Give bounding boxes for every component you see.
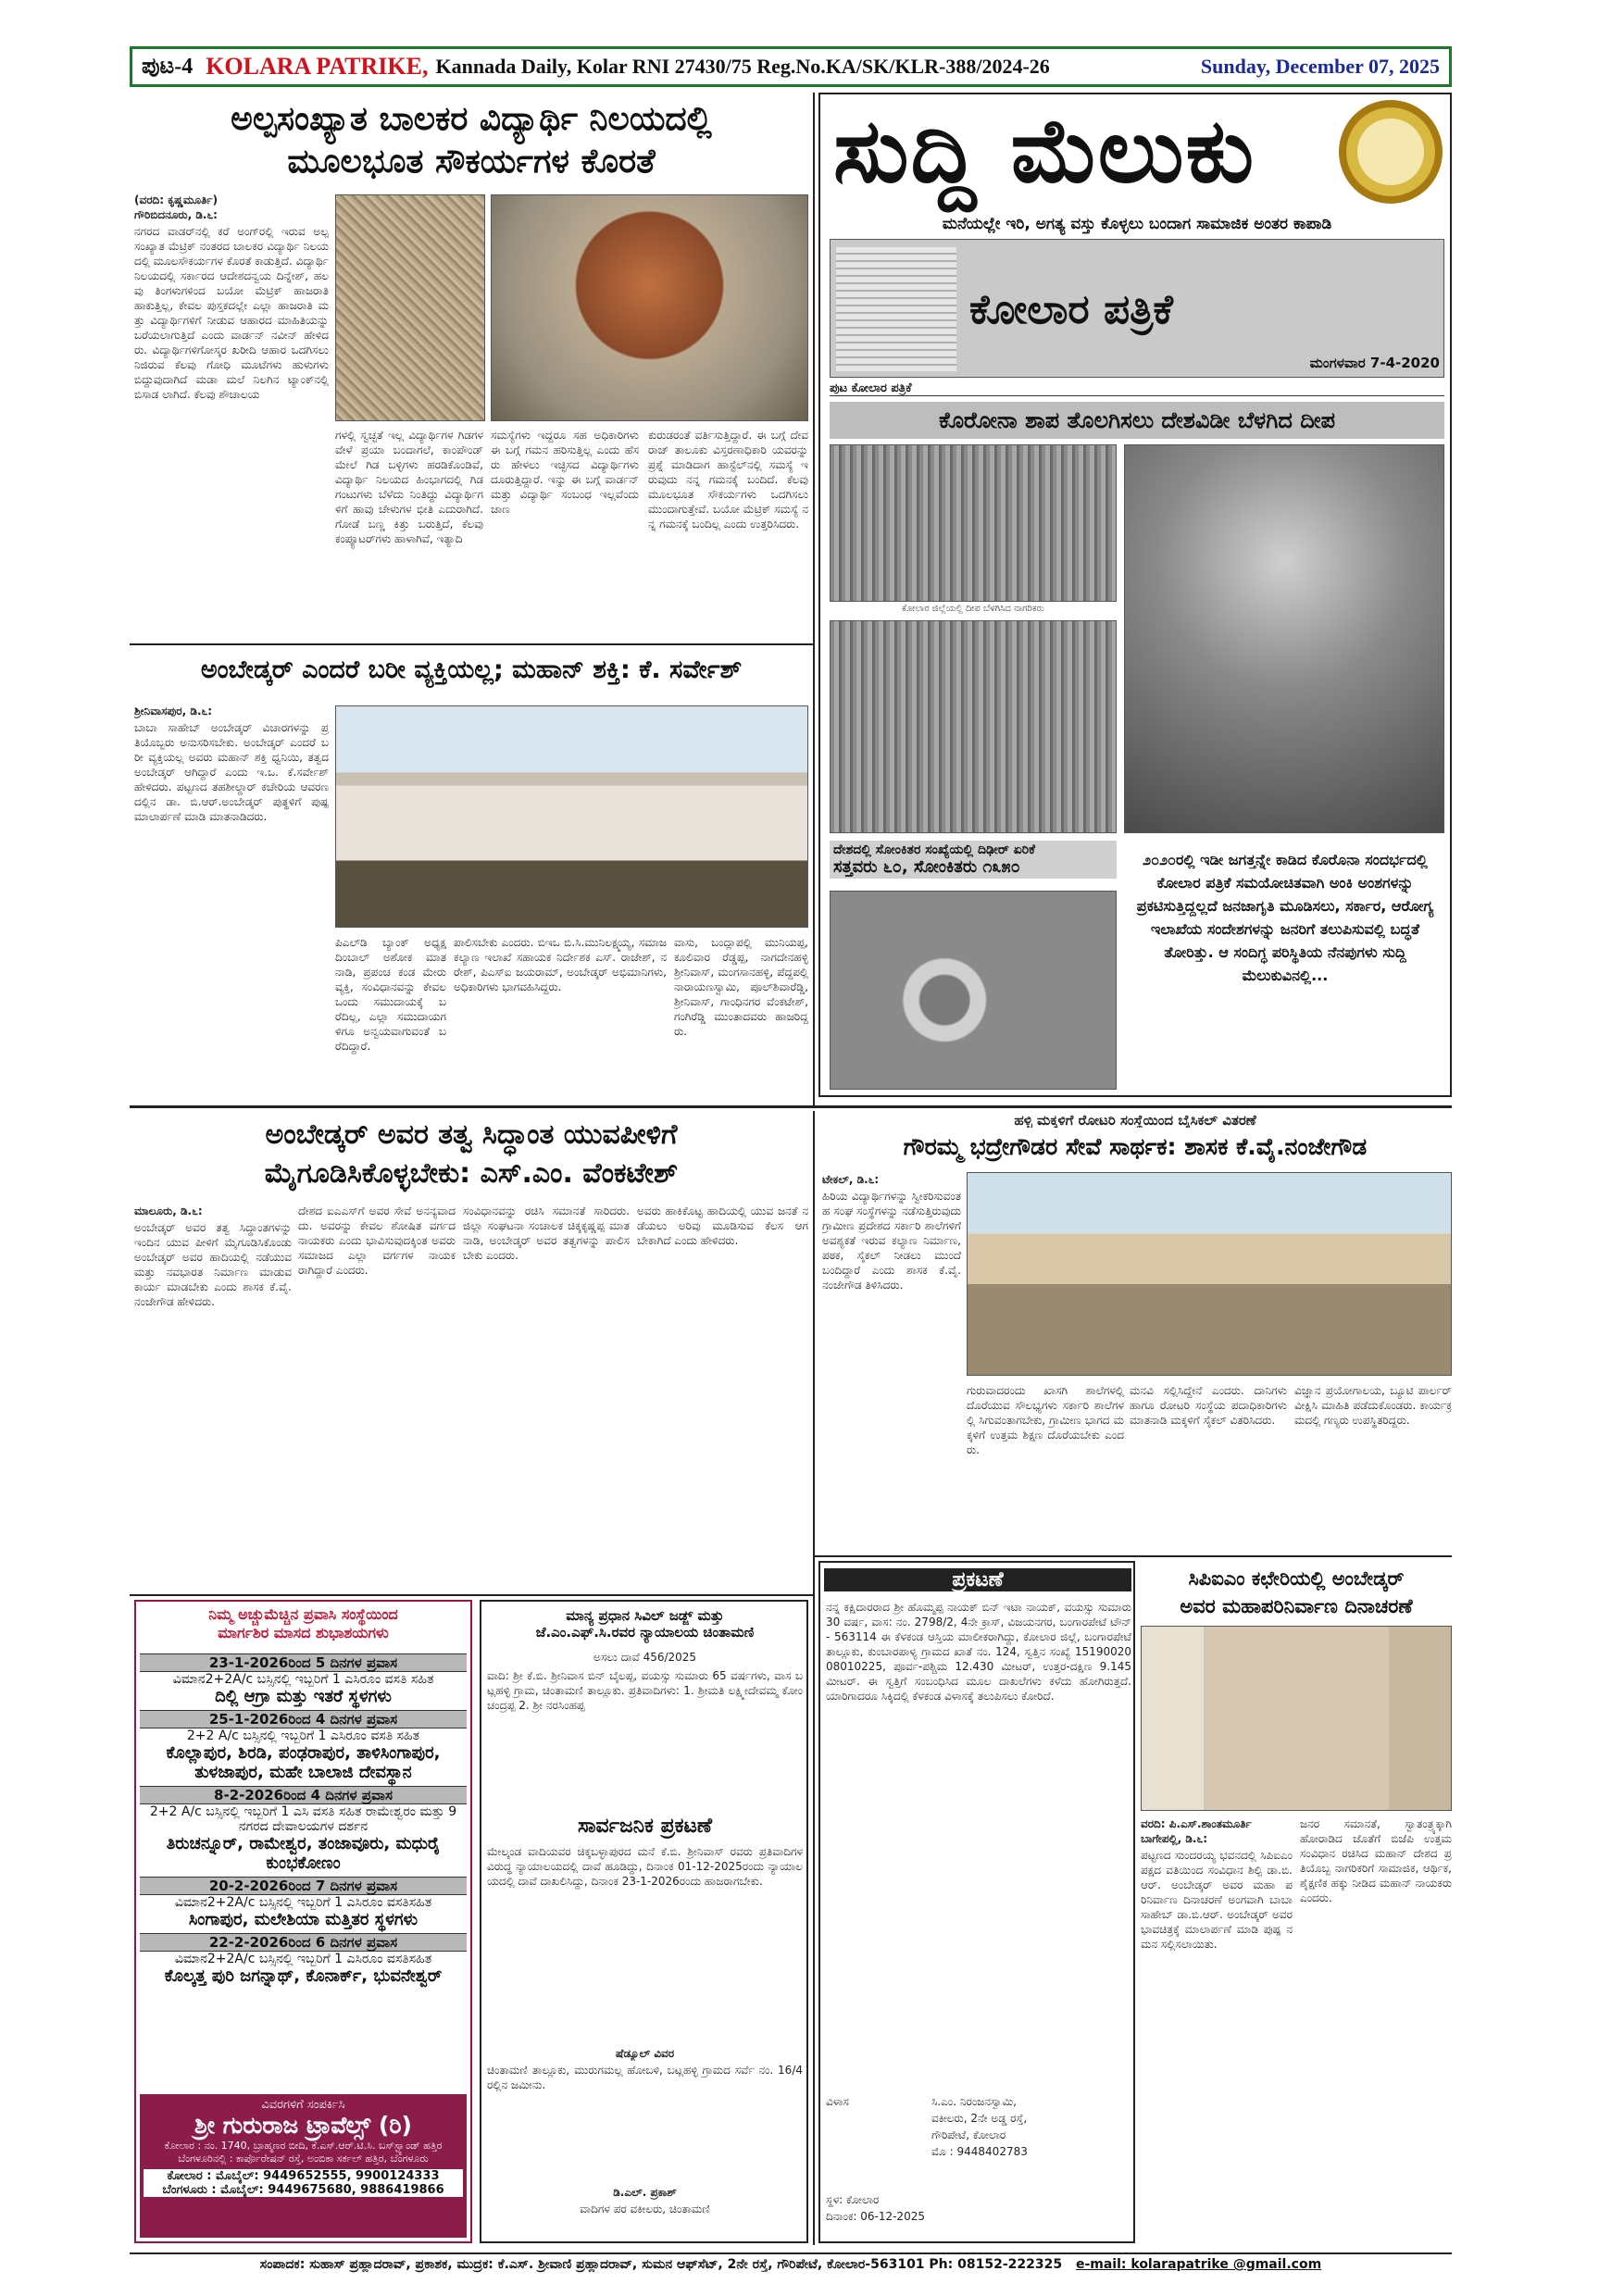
travel-ad bbox=[134, 1600, 472, 2243]
headline-line: ಮೈಗೂಡಿಸಿಕೊಳ್ಳಬೇಕು: ಎಸ್.ಎಂ. ವೆಂಕಟೇಶ್ bbox=[264, 1157, 679, 1190]
trip-date: 22-2-2026ರಿಂದ 6 ದಿನಗಳ ಪ್ರವಾಸ bbox=[140, 1933, 467, 1952]
story1-dateline: ಗೌರಿಬಿದನೂರು, ಡಿ.೬: bbox=[134, 208, 218, 221]
story5-col2: ಜನರ ಸಮಾನತೆ, ಸ್ವಾತಂತ್ರ್ಯಕ್ಕಾಗಿ ಹೋರಾಡಿದ ಜೊತೆಗೆ ಬಿಜೆಪಿ ಉತ್ತಮ ಸಂವಿಧಾನ ರಚಿಸಿದ ಮಹಾನ್ ದೇಶದ ಪ್ರತಿಯೊಬ್ಬ ನಾಗರಿಕರಿಗೆ ಸಾಮಾಜಿಕ, ಆರ್ಥಿಕ, ಶೈಕ್ಷಣಿಕ ಹಕ್ಕು ನೀಡಿದ ಮಹಾನ್ ನಾಯಕರು ಎಂದರು. bbox=[1300, 1817, 1452, 1904]
old-paper-ad-block bbox=[836, 247, 956, 371]
lawyer-phone: ಮೊ : 9448402783 bbox=[931, 2145, 1028, 2158]
old-paper-name: ಕೋಲಾರ ಪತ್ರಿಕೆ bbox=[969, 286, 1173, 333]
prakatane-notice bbox=[818, 1561, 1135, 2243]
prakatane-title: ಪ್ರಕಟಣೆ bbox=[824, 1568, 1131, 1591]
story2-col1: ಬಾಬಾ ಸಾಹೇಬ್ ಅಂಬೇಡ್ಕರ್ ವಿಚಾರಗಳನ್ನು ಪ್ರತಿಯೊಬ್ಬರು ಅನುಸರಿಸಬೇಕು. ಅಂಬೇಡ್ಕರ್ ಎಂದರೆ ಬರೀ ವ್ಯಕ್ತಿಯಲ್ಲ ಅವರು ಮಹಾನ್ ಶಕ್ತಿ ಧ್ವನಿಯಿ, ತತ್ವದ ಅಂಬೇಡ್ಕರ್ ಆಗಿದ್ದಾರೆ ಎಂದು ಇ.ಒ. ಕೆ.ಸರ್ವೇಶ್ ಹೇಳಿದರು. ಪಟ್ಟಣದ ತಹಶೀಲ್ದಾರ್ ಕಚೇರಿಯ ಆವರಣದಲ್ಲಿನ ಡಾ. ಬಿ.ಆರ್.ಅಂಬೇಡ್ಕರ್ ಪುತ್ಥಳಿಗೆ ಪುಷ್ಪ ಮಾಲಾರ್ಪಣೆ ಮಾಡಿ ಮಾತನಾಡಿದರು. bbox=[134, 721, 329, 823]
story3-col1: ಅಂಬೇಡ್ಕರ್ ಅವರ ತತ್ವ ಸಿದ್ಧಾಂತಗಳನ್ನು ಇಂದಿನ ಯುವ ಪೀಳಿಗೆ ಮೈಗೂಡಿಸಿಕೊಂಡು ಅಂಬೇಡ್ಕರ್ ಅವರ ಹಾದಿಯಲ್ಲಿ ನಡೆಯುವ ಮತ್ತು ನವಭಾರತ ನಿರ್ಮಾಣ ಮಾಡುವ ಕಾರ್ಯ ಮಾಡಬೇಕು ಎಂದು ಶಾಸಕ ಕೆ.ವೈ.ನಂಜೇಗೌಡ ಹೇಳಿದರು. bbox=[134, 1221, 292, 1308]
story1-col4: ಕುರುಡರಂತೆ ವರ್ತಿಸುತ್ತಿದ್ದಾರೆ. ಈ ಬಗ್ಗೆ ದೇವರಾಜ್ ತಾಲೂಕು ವಿಸ್ತರಣಾಧಿಕಾರಿ ಯವರನ್ನು ಪ್ರಶ್ನೆ ಮಾಡಿದಾಗ ಹಾಸ್ಟೆಲ್‌ನಲ್ಲಿ ಸಮಸ್ಯೆ ಇರುವುದು ನನ್ನ ಗಮನಕ್ಕೆ ಬಂದಿದೆ. ಕೆಲವು ಮೂಲಭೂತ ಸೌಕರ್ಯಗಳು ಒದಗಿಸಲು ಮುಂದಾಗುತ್ತೇವೆ. ಬಯೋ ಮೆಟ್ರಿಕ್ ಸಮಸ್ಯೆ ನನ್ನ ಗಮನಕ್ಕೆ ಬಂದಿಲ್ಲ ಎಂದು ಉತ್ತರಿಸಿದರು. bbox=[648, 429, 808, 530]
old-headline: ಕೊರೋನಾ ಶಾಪ ತೊಲಗಿಸಲು ದೇಶವಿಡೀ ಬೆಳಗಿದ ದೀಪ bbox=[830, 402, 1444, 439]
old-lamp-photo-2 bbox=[1124, 444, 1444, 833]
public-notice-title: ಸಾರ್ವಜನಿಕ ಪ್ರಕಟಣೆ bbox=[578, 1815, 712, 1838]
court-name-line: ಜೆ.ಎಂ.ಎಫ್.ಸಿ.ರವರ ನ್ಯಾಯಾಲಯ ಚಿಂತಾಮಣಿ bbox=[535, 1624, 755, 1641]
hostel-wheat-photo bbox=[491, 194, 808, 421]
story2-headline: ಅಂಬೇಡ್ಕರ್ ಎಂದರೆ ಬರೀ ವ್ಯಕ್ತಿಯಲ್ಲ; ಮಹಾನ್ ಶಕ್ತಿ: ಕೆ. ಸರ್ವೇಶ್ bbox=[200, 655, 743, 684]
address-label: ವಿಳಾಸ bbox=[826, 2095, 849, 2108]
story1-col2: ಗಳಲ್ಲಿ ಸ್ವಚ್ಛತೆ ಇಲ್ಲ ವಿದ್ಯಾರ್ಥಿಗಳ ಗಿಡಗಳ ವೇಳೆ ಪ್ರಯಾ ಬಂದಾಗಲೆ, ಕಾಂಪೌಂಡ್ ಮೇಲೆ ಗಿಡ ಬಳ್ಳಿಗಳು ಹರಡಿಕೊಂಡಿವೆ, ವಿದ್ಯಾರ್ಥಿ ನಿಲಯದ ಹಿಂಭಾಗದಲ್ಲಿ ಗಿಡ ಗಂಟುಗಳು ಬೆಳೆದು ನಿಂತಿದ್ದು ವಿದ್ಯಾರ್ಥಿಗಳಿಗೆ ಹಾವು ಚೇಳುಗಳ ಭೀತಿ ಎದುರಾಗಿದೆ. ಗೋಡೆ ಬಣ್ಣ ಕಿತ್ತು ಬರುತ್ತಿದೆ, ಕೆಲವು ಕಂಪ್ಯೂಟರ್‌ಗಳು ಹಾಳಾಗಿವೆ, ಇತ್ಯಾದಿ bbox=[335, 429, 483, 545]
story4-col4: ವಿಜ್ಞಾನ ಪ್ರಯೋಗಾಲಯ, ಬ್ಯೂಟಿ ಪಾರ್ಲರ್ ವೀಕ್ಷಿಸಿ ಮಾಹಿತಿ ಪಡೆದುಕೊಂಡರು. ಕಾರ್ಯಕ್ರಮದಲ್ಲಿ ಗಣ್ಯರು ಉಪಸ್ಥಿತರಿದ್ದರು. bbox=[1294, 1384, 1452, 1427]
old-sub-headline bbox=[830, 841, 1117, 879]
story5-dateline: ಬಾಗೇಪಲ್ಲಿ, ಡಿ.೬: bbox=[1141, 1832, 1207, 1845]
story4-col3: ಮನವಿ ಸಲ್ಲಿಸಿದ್ದೇನೆ ಎಂದರು. ದಾನಿಗಳು ಹಾಗೂ ರೋಟರಿ ಸಂಸ್ಥೆಯ ಪದಾಧಿಕಾರಿಗಳು ಮಾತನಾಡಿ ಮಕ್ಕಳಿಗೆ ಸೈಕಲ್ ವಿತರಿಸಿದರು. bbox=[1130, 1384, 1287, 1427]
footer bbox=[130, 2252, 1452, 2272]
paper-name: KOLARA PATRIKE, bbox=[206, 53, 429, 80]
ad-company-name: ಶ್ರೀ ಗುರುರಾಜ ಟ್ರಾವೆಲ್ಸ್ (ರಿ) bbox=[194, 2112, 412, 2139]
sudd-tagline: ಮನೆಯಲ್ಲೇ ಇರಿ, ಅಗತ್ಯ ವಸ್ತು ಕೊಳ್ಳಲು ಬಂದಾಗ ಸಾಮಾಜಿಕ ಅಂತರ ಕಾಪಾಡಿ bbox=[942, 215, 1332, 233]
trip-bus: ವಿಮಾನ2+2A/c ಬಸ್ಸಿನಲ್ಲಿ ಇಬ್ಬರಿಗೆ 1 ಎಸಿರೂಂ ವಸತಿಸಹಿತ bbox=[174, 1952, 432, 1966]
lawyer-address2: ಗೌರಿಪೇಟೆ, ಕೋಲಾರ bbox=[931, 2128, 1006, 2141]
hostel-floor-photo bbox=[335, 194, 485, 421]
old-sub-headline-line: ದೇಶದಲ್ಲಿ ಸೋಂಕಿತರ ಸಂಖ್ಯೆಯಲ್ಲಿ ದಿಢೀರ್ ಏರಿಕೆ bbox=[833, 842, 1035, 857]
footer-email: e-mail: kolarapatrike @gmail.com bbox=[1075, 2257, 1322, 2272]
ad-contact-label: ವಿವರಗಳಿಗೆ ಸಂಪರ್ಕಿಸಿ bbox=[261, 2098, 345, 2112]
court-notice bbox=[480, 1600, 808, 2243]
trip-destination: ಕೊಲ್ಕತ್ತ ಪುರಿ ಜಗನ್ನಾಥ್, ಕೊನಾರ್ಕ್, ಭುವನೇಶ್ವರ್ bbox=[164, 1966, 443, 1986]
case-number: ಅಸಲು ದಾವೆ 456/2025 bbox=[593, 1651, 697, 1664]
story3-col3: ಸಂವಿಧಾನವನ್ನು ರಚಿಸಿ ಸಮಾನತೆ ಸಾರಿದರು. ಜಿಲ್ಲಾ ಸಂಘಟನಾ ಸಂಚಾಲಕ ಚಿಕ್ಕಕೃಷ್ಣಪ್ಪ ಮಾತನಾಡಿ, ಅಂಬೇಡ್ಕರ್ ಅವರ ತತ್ವಗಳನ್ನು ಪಾಲಿಸಬೇಕು ಎಂದರು. bbox=[463, 1204, 630, 1262]
trip-destination: ಕೊಲ್ಲಾಪುರ, ಶಿರಡಿ, ಪಂಢರಾಪುರ, ತಾಳಿಸಿಂಗಾಪುರ, ತುಳಜಾಪುರ, ಮಹೇ ಬಾಲಾಜಿ ದೇವಸ್ಥಾನ bbox=[166, 1743, 441, 1782]
trip-date: 8-2-2026ರಿಂದ 4 ದಿನಗಳ ಪ್ರವಾಸ bbox=[140, 1786, 467, 1804]
story3-col4: ಅವರು ಹಾಕಿಕೊಟ್ಟ ಹಾದಿಯಲ್ಲಿ ಯುವ ಜನತೆ ನಡೆಯಲು ಅರಿವು ಮೂಡಿಸುವ ಕೆಲಸ ಆಗಬೇಕಾಗಿದೆ ಎಂದು ಹೇಳಿದರು. bbox=[637, 1204, 808, 1247]
trip-date: 20-2-2026ರಿಂದ 7 ದಿನಗಳ ಪ್ರವಾಸ bbox=[140, 1877, 467, 1895]
ad-blr-address: ಬೆಂಗಳೂರಿನಲ್ಲಿ : ಕಾರ್ಪೊರೇಷನ್ ರಸ್ತೆ, ಅಂಬಿಕಾ ಸರ್ಕಲ್ ಹತ್ತಿರ, ಬೆಂಗಳೂರು bbox=[178, 2152, 429, 2165]
old-sub-headline-line: ಸತ್ತವರು ೬೦, ಸೋಂಕಿತರು ೧೩೫೦ bbox=[833, 857, 1020, 877]
notice-date: ದಿನಾಂಕ: 06-12-2025 bbox=[826, 2210, 925, 2223]
story4-kicker: ಹಳ್ಳಿ ಮಕ್ಕಳಿಗೆ ರೋಟರಿ ಸಂಸ್ಥೆಯಿಂದ ಬೈಸಿಕಲ್ ವಿತರಣೆ bbox=[1014, 1113, 1256, 1128]
story5-col1: ಪಟ್ಟಣದ ಸುಂದರಯ್ಯ ಭವನದಲ್ಲಿ ಸಿಪಿಐಎಂ ಪಕ್ಷದ ವತಿಯಿಂದ ಸಂವಿಧಾನ ಶಿಲ್ಪಿ ಡಾ.ಬಿ.ಆರ್. ಅಂಬೇಡ್ಕರ್ ಅವರ ಮಹಾ ಪರಿನಿರ್ವಾಣ ದಿನಾಚರಣೆ ಅಂಗವಾಗಿ ಬಾಬಾ ಸಾಹೇಬ್ ಡಾ.ಬಿ.ಆರ್. ಅಂಬೇಡ್ಕರ್ ಅವರ ಭಾವಚಿತ್ರಕ್ಕೆ ಮಾಲಾರ್ಪಣೆ ಮಾಡಿ ಪುಷ್ಪ ನಮನ ಸಲ್ಲಿಸಲಾಯಿತು. bbox=[1141, 1849, 1293, 1951]
story5-headline bbox=[1141, 1565, 1452, 1620]
story3-col2: ದೇಶದ ಐಎಎಸ್‌ಗೆ ಅವರ ಸೇವೆ ಅನನ್ಯವಾದದು. ಅವರನ್ನು ಕೇವಲ ಶೋಷಿತ ವರ್ಗದ ನಾಯಕರು ಎಂದು ಭಾವಿಸುವುದಕ್ಕಿಂತ ಅವರು ಸಮಾಜದ ಎಲ್ಲಾ ವರ್ಗಗಳ ನಾಯಕರಾಗಿದ್ದಾರೆ ಎಂದರು. bbox=[298, 1204, 456, 1277]
section-divider bbox=[130, 643, 813, 645]
story2-dateline: ಶ್ರೀನಿವಾಸಪುರ, ಡಿ.೬: bbox=[134, 705, 213, 718]
old-deity-photo bbox=[830, 620, 1117, 833]
trip-item bbox=[140, 1877, 467, 1929]
advocate-role: ವಾದಿಗಳ ಪರ ವಕೀಲರು, ಚಿಂತಾಮಣಿ bbox=[580, 2202, 710, 2215]
trip-date: 23-1-2026ರಿಂದ 5 ದಿನಗಳ ಪ್ರವಾಸ bbox=[140, 1653, 467, 1672]
story4-col2: ಗುರುವಾದರಂದು ಖಾಸಗಿ ಶಾಲೆಗಳಲ್ಲಿ ದೊರೆಯುವ ಸೌಲಭ್ಯಗಳು ಸರ್ಕಾರಿ ಶಾಲೆಗಳಲ್ಲಿ ಸಿಗುವಂತಾಗಬೇಕು, ಗ್ರಾಮೀಣ ಭಾಗದ ಮಕ್ಕಳಿಗೆ ಉತ್ತಮ ಶಿಕ್ಷಣ ದೊರೆಯಬೇಕು ಎಂದರು. bbox=[967, 1384, 1124, 1456]
trip-item bbox=[140, 1710, 467, 1782]
story4-col1: ಹಿರಿಯ ವಿದ್ಯಾರ್ಥಿಗಳನ್ನು ಸ್ವೀಕರಿಸುವಂತಹ ಸಂಘ ಸಂಸ್ಥೆಗಳನ್ನು ನಡೆಸುತ್ತಿರುವುದು ಗ್ರಾಮೀಣ ಪ್ರದೇಶದ ಸರ್ಕಾರಿ ಶಾಲೆಗಳಿಗೆ ಅವಶ್ಯಕತೆ ಇರುವ ಕಲ್ಯಾಣ ನಿರ್ಮಾಣ, ಪಠಕ, ಸೈಕಲ್ ನೀಡಲು ಮುಂದೆ ಬಂದಿದ್ದಾರೆ ಎಂದು ಶಾಸಕ ಕೆ.ವೈ.ನಂಜೇಗೌಡ ತಿಳಿಸಿದರು. bbox=[822, 1190, 961, 1292]
column-divider bbox=[813, 93, 815, 1106]
story1-col1: ನಗರದ ವಾಡರ್‌ನಲ್ಲಿ ಕರೆ ಅಂಗ್‌ರಲ್ಲಿ ಇರುವ ಅಲ್ಪಸಂಖ್ಯಾತ ಮೆಟ್ರಿಕ್ ನಂತರದ ಬಾಲಕರ ವಿದ್ಯಾರ್ಥಿ ನಿಲಯದಲ್ಲಿ ಮೂಲಸೌಕರ್ಯಗಳ ಕೊರತೆ ಕಾಡುತ್ತಿದೆ. ವಿದ್ಯಾರ್ಥಿ ನಿಲಯದಲ್ಲಿ ಸರ್ಕಾರದ ಆದೇಶದನ್ವಯ ದಿನ್ನೇಶ್, ಹಲವು ತಿಂಗಳುಗಳಿಂದ ಬಯೋ ಮೆಟ್ರಿಕ್ ಹಾಜರಾತಿ ಹಾಕುತ್ತಿಲ್ಲ, ಕೇವಲ ಪುಸ್ತಕದಲ್ಲೇ ಎಲ್ಲಾ ಹಾಜರಾತಿ ಮತ್ತು ವಿದ್ಯಾರ್ಥಿಗಳಿಗೆ ನೀಡುವ ಆಹಾರದ ಮಾಹಿತಿಯನ್ನು ಬರೆಯಲಾಗುತ್ತಿದೆ ಎಂದು ವಾರ್ಡನ್ ನವೀನ್ ಹೇಳಿದರು. ವಿದ್ಯಾರ್ಥಿಗಳಿಗೋಸ್ಕರ ಖರೀದಿ ಆಹಾರ ಒದಗಿಸಲು ನಿಜಿರುವ ಕೆಲವು ಗೋಧಿ ಮೂಟೆಗಳು ಹುಳುಗಳು ಬಿದ್ದುವುದಾಗಿದೆ ಮಡಾ ಮಲೆ ನಿಲಗಿನ ಟ್ಯಾಂಕ್‌ನಲ್ಲಿ ಬಿಸಾಡ ಲಾಗಿದೆ. ಕೆಲವು ಶೌಚಾಲಯ bbox=[134, 225, 329, 401]
lawyer-name: ಸಿ.ಎಂ. ನಿರಂಜನಸ್ವಾಮಿ, bbox=[931, 2095, 1017, 2108]
old-paper-masthead bbox=[830, 239, 1444, 378]
trip-destination: ಸಿಂಗಾಪುರ, ಮಲೇಶಿಯಾ ಮತ್ತಿತರ ಸ್ಥಳಗಳು bbox=[188, 1910, 418, 1929]
story4-dateline: ಟೇಕಲ್, ಡಿ.೬: bbox=[822, 1173, 880, 1186]
trip-bus: 2+2 A/c ಬಸ್ಸಿನಲ್ಲಿ ಇಬ್ಬರಿಗೆ 1 ಎಸಿರೂಂ ವಸತಿ ಸಹಿತ bbox=[186, 1728, 420, 1743]
headline-line: ಸಿಪಿಐಎಂ ಕಛೇರಿಯಲ್ಲಿ ಅಂಬೇಡ್ಕರ್ bbox=[1188, 1567, 1405, 1590]
cpim-office-photo bbox=[1141, 1626, 1452, 1811]
trip-item bbox=[140, 1653, 467, 1706]
bicycle-distribution-photo bbox=[967, 1172, 1452, 1376]
column-divider bbox=[813, 1111, 815, 2245]
notice-place: ಸ್ಥಳ: ಕೋಲಾರ bbox=[826, 2193, 880, 2206]
headline-line: ಮೂಲಭೂತ ಸೌಕರ್ಯಗಳ ಕೊರತೆ bbox=[287, 143, 656, 181]
ad-title-line: ನಿಮ್ಮ ಅಚ್ಚುಮೆಚ್ಚಿನ ಪ್ರವಾಸಿ ಸಂಸ್ಥೆಯಿಂದ bbox=[208, 1605, 398, 1623]
lawyer-address1: ವಕೀಲರು, 2ನೇ ಅಡ್ಡ ರಸ್ತೆ, bbox=[931, 2112, 1028, 2125]
sudd-note: ೨೦೨೦ರಲ್ಲಿ ಇಡೀ ಜಗತ್ತನ್ನೇ ಕಾಡಿದ ಕೊರೊನಾ ಸಂದರ್ಭದಲ್ಲಿ ಕೋಲಾರ ಪತ್ರಿಕೆ ಸಮಯೋಚಿತವಾಗಿ ಅಂಕಿ ಅಂಶಗಳನ್ನು ಪ್ರಕಟಿಸುತ್ತಿದ್ದಲ್ಲದೆ ಜನಜಾಗೃತಿ ಮೂಡಿಸಲು, ಸರ್ಕಾರ, ಆರೋಗ್ಯ ಇಲಾಖೆಯ ಸಂದೇಶಗಳನ್ನು ಜನರಿಗೆ ತಲುಪಿಸುವಲ್ಲಿ ಬದ್ಧತೆ ತೋರಿತ್ತು. ಆ ಸಂದಿಗ್ಧ ಪರಿಸ್ಥಿತಿಯ ನೆನಪುಗಳು ಸುದ್ದಿ ಮೆಲುಕುವಿನಲ್ಲಿ... bbox=[1136, 851, 1434, 984]
trip-item bbox=[140, 1786, 467, 1873]
court-name bbox=[485, 1607, 805, 1641]
ad-kolar-phone: ಕೋಲಾರ : ಮೊಬೈಲ್: 9449652555, 9900124333 bbox=[144, 2169, 463, 2183]
trip-item bbox=[140, 1933, 467, 1986]
issue-date: Sunday, December 07, 2025 bbox=[1200, 55, 1440, 78]
story3-headline bbox=[134, 1116, 808, 1193]
anniversary-seal-icon bbox=[1339, 100, 1443, 204]
old-paper-date: ಮಂಗಳವಾರ 7-4-2020 bbox=[1309, 355, 1440, 371]
prakatane-body: ನನ್ನ ಕಕ್ಷಿದಾರರಾದ ಶ್ರೀ ಹೊಮ್ಮಪ್ಪ ನಾಯಕ್ ಬಿನ್ ಇಟಾ ನಾಯಕ್, ವಯಸ್ಸು ಸುಮಾರು 30 ವರ್ಷ, ವಾಸ: ನಂ. 2798/2, 4ನೇ ಕ್ರಾಸ್, ವಿಜಯನಗರ, ಬಂಗಾರಪೇಟೆ ಟೌನ್ - 563114 ಈ ಕೆಳಕಂಡ ಆಸ್ತಿಯ ಮಾಲೀಕರಾಗಿದ್ದು, ಕೋಲಾರ ಜಿಲ್ಲೆ, ಬಂಗಾರಪೇಟೆ ತಾಲ್ಲೂಕು, ಕುಂಬಾರಪಾಳ್ಯ ಗ್ರಾಮದ ಖಾತೆ ನಂ. 124, ಸ್ವತ್ತಿನ ಸಂಖ್ಯೆ 1519002008010225, ಪೂರ್ವ-ಪಶ್ಚಿಮ 12.430 ಮೀಟರ್, ಉತ್ತರ-ದಕ್ಷಿಣ 9.145 ಮೀಟರ್. ಈ ಸ್ವತ್ತಿಗೆ ಸಂಬಂಧಿಸಿದ ಮೂಲ ದಾಖಲೆಗಳು ಕಳೆದು ಹೋಗಿರುತ್ತದೆ. ಯಾರಿಗಾದರೂ ಸಿಕ್ಕಿದಲ್ಲಿ ಕೆಳಕಂಡ ವಿಳಾಸಕ್ಕೆ ತಲುಪಿಸಲು ಕೋರಿದೆ. bbox=[826, 1601, 1131, 1703]
page-number: ಪುಟ-4 bbox=[142, 54, 194, 79]
section-divider bbox=[130, 1105, 1452, 1108]
trip-list bbox=[140, 1653, 467, 1990]
story1-col3: ಸಮಸ್ಯೆಗಳು ಇದ್ದರೂ ಸಹ ಅಧಿಕಾರಿಗಳು ಈ ಬಗ್ಗೆ ಗಮನ ಹರಿಸುತ್ತಿಲ್ಲ ಎಂದು ಹೆಸರು ಹೇಳಲು ಇಚ್ಛಿಸದ ವಿದ್ಯಾರ್ಥಿಗಳು ದೂರುತ್ತಿದ್ದಾರೆ. ಇನ್ನು ಈ ಬಗ್ಗೆ ವಾರ್ಡನ್ ಮತ್ತು ವಿದ್ಯಾರ್ಥಿ ಸಂಬಂಧ ಇಲ್ಲವೆಂದು ಜಾಣ bbox=[491, 429, 639, 516]
old-lamp-photo-1 bbox=[830, 444, 1117, 602]
story5-byline: ವರದಿ: ಪಿ.ಎಸ್.ಶಾಂತಮೂರ್ತಿ bbox=[1141, 1817, 1252, 1830]
masthead bbox=[130, 46, 1452, 87]
footer-imprint: ಸಂಪಾದಕ: ಸುಹಾಸ್ ಪ್ರಹ್ಲಾದರಾವ್, ಪ್ರಕಾಶಕ, ಮುದ್ರಕ: ಕೆ.ಎಸ್. ಶ್ರೀವಾಣಿ ಪ್ರಹ್ಲಾದರಾವ್, ಸುಮನ ಆಫ್‌ಸೆಟ್, 2ನೇ ರಸ್ತೆ, ಗೌರಿಪೇಟೆ, ಕೋಲಾರ-563101 Ph: 08152-222325 bbox=[259, 2257, 1063, 2272]
section-divider bbox=[130, 1594, 813, 1596]
trip-bus: ವಿಮಾನ2+2A/c ಬಸ್ಸಿನಲ್ಲಿ ಇಬ್ಬರಿಗೆ 1 ಎಸಿರೂಂ ವಸತಿಸಹಿತ bbox=[174, 1895, 432, 1910]
story4-headline: ಗೌರಮ್ಮ ಭದ್ರೇಗೌಡರ ಸೇವೆ ಸಾರ್ಥಕ: ಶಾಸಕ ಕೆ.ವೈ.ನಂಜೇಗೌಡ bbox=[903, 1133, 1368, 1160]
trip-destination: ದಿಲ್ಲಿ ಆಗ್ರಾ ಮತ್ತು ಇತರೆ ಸ್ಥಳಗಳು bbox=[215, 1687, 392, 1706]
ad-contact-block bbox=[140, 2094, 467, 2238]
old-page-bar: ಪುಟ ಕೋಲಾರ ಪತ್ರಿಕೆ bbox=[830, 381, 1444, 396]
court-notice-body2: ಮೇಲ್ಕಂಡ ವಾದಿಯವರ ಚಿಕ್ಕಬಳ್ಳಾಪುರದ ಮನೆ ಕೆ.ಬಿ. ಶ್ರೀನಿವಾಸ್ ರವರು ಪ್ರತಿವಾದಿಗಳ ವಿರುದ್ಧ ನ್ಯಾಯಾಲಯದಲ್ಲಿ ದಾವೆ ಹೂಡಿದ್ದು, ದಿನಾಂಕ 01-12-2025ರಂದು ನ್ಯಾಯಾಲಯದಲ್ಲಿ ದಾವೆ ದಾಖಲಿಸಿದ್ದು, ದಿನಾಂಕ 23-1-2026ರಂದು ಹಾಜರಾಗಬೇಕು. bbox=[487, 1845, 803, 1888]
story2-col2: ಪಿಎಲ್‌ಡಿ ಬ್ಯಾಂಕ್ ಅಧ್ಯಕ್ಷ ದಿಂಬಾಲ್ ಅಶೋಕ ಮಾತನಾಡಿ, ಪ್ರಪಂಚ ಕಂಡ ಮೇರು ವ್ಯಕ್ತಿ, ಸಂವಿಧಾನವನ್ನು ಕೇವಲ ಒಂದು ಸಮುದಾಯಕ್ಕೆ ಬರೆದಿಲ್ಲ, ಎಲ್ಲಾ ಸಮುದಾಯಗಳಿಗೂ ಅನ್ವಯವಾಗುವಂತೆ ಬರೆದಿದ್ದಾರೆ. bbox=[335, 936, 446, 1053]
story1-byline: (ವರದಿ: ಕೃಷ್ಣಮೂರ್ತಿ) bbox=[134, 193, 219, 206]
schedule-title: ಷೆಡ್ಯೂಲ್ ವಿವರ bbox=[615, 2047, 675, 2060]
headline-line: ಅಲ್ಪಸಂಖ್ಯಾತ ಬಾಲಕರ ವಿದ್ಯಾರ್ಥಿ ನಿಲಯದಲ್ಲಿ bbox=[231, 100, 712, 138]
ad-title-line: ಮಾರ್ಗಶಿರ ಮಾಸದ ಶುಭಾಶಯಗಳು bbox=[218, 1624, 389, 1641]
headline-line: ಅಂಬೇಡ್ಕರ್ ಅವರ ತತ್ವ ಸಿದ್ಧಾಂತ ಯುವಪೀಳಿಗೆ bbox=[265, 1118, 678, 1151]
ad-blr-phone: ಬೆಂಗಳೂರು : ಮೊಬೈಲ್: 9449675680, 9886419866 bbox=[144, 2183, 463, 2197]
court-name-line: ಮಾನ್ಯ ಪ್ರಧಾನ ಸಿವಿಲ್ ಜಡ್ಜ್ ಮತ್ತು bbox=[566, 1607, 724, 1624]
advocate-sign: ಡಿ.ಎಲ್. ಪ್ರಕಾಶ್ bbox=[613, 2186, 677, 2199]
old-virus-photo bbox=[830, 891, 1117, 1090]
ad-title bbox=[140, 1605, 467, 1642]
story2-col4: ವಾಸು, ಬಂದ್ಲಾಪಲ್ಲಿ ಮುನಿಯಪ್ಪ, ಕೂಲಿವಾರ ರೆಡ್ಡಪ್ಪ, ನಾಗದೇನಹಳ್ಳಿ ಶ್ರೀನಿವಾಸ್, ಮಂಗಸಾನಹಳ್ಳಿ, ಪೆದ್ದಪಲ್ಲಿ ನಾರಾಯಣಸ್ವಾಮಿ, ಪೂಲ್‌ಶಿವಾರೆಡ್ಡಿ, ಶ್ರೀನಿವಾಸ್, ಗಾಂಧಿನಗರ ವೆಂಕಟೇಶ್, ಗಂಗಿರೆಡ್ಡಿ ಮುಂತಾದವರು ಹಾಜರಿದ್ದರು. bbox=[674, 936, 808, 1038]
trip-bus: 2+2 A/c ಬಸ್ಸಿನಲ್ಲಿ ಇಬ್ಬರಿಗೆ 1 ಎಸಿ ವಸತಿ ಸಹಿತ ರಾಮೇಶ್ವರಂ ಮತ್ತು 9 ನಗರದ ದೇವಾಲಯಗಳ ದರ್ಶನ bbox=[149, 1804, 457, 1834]
court-notice-body3: ಚಿಂತಾಮಣಿ ತಾಲ್ಲೂಕು, ಮುರುಗಮಲ್ಲ ಹೋಬಳಿ, ಬಟ್ಲಹಳ್ಳಿ ಗ್ರಾಮದ ಸರ್ವೆ ನಂ. 16/4 ರಲ್ಲಿನ ಜಮೀನು. bbox=[487, 2064, 803, 2091]
trip-destination: ತಿರುಚನ್ನೂರ್, ರಾಮೇಶ್ವರ, ತಂಜಾವೂರು, ಮಧುರೈ ಕುಂಭಕೋಣಂ bbox=[166, 1834, 441, 1873]
court-notice-body1: ವಾದಿ: ಶ್ರೀ ಕೆ.ಬಿ. ಶ್ರೀನಿವಾಸ ಬಿನ್ ಬೈಲಪ್ಪ, ವಯಸ್ಸು ಸುಮಾರು 65 ವರ್ಷಗಳು, ವಾಸ ಬಟ್ಲಹಳ್ಳಿ ಗ್ರಾಮ, ಚಿಂತಾಮಣಿ ತಾಲ್ಲೂಕು. ಪ್ರತಿವಾದಿಗಳು: 1. ಶ್ರೀಮತಿ ಲಕ್ಷ್ಮೀದೇವಮ್ಮ ಕೋಂ ಚಂದ್ರಪ್ಪ 2. ಶ್ರೀ ನರಸಿಂಹಪ್ಪ bbox=[487, 1669, 803, 1712]
story1-headline bbox=[134, 98, 808, 183]
story2-col3: ಪಾಲಿಸಬೇಕು ಎಂದರು. ಬಿಇಒ ಬಿ.ಸಿ.ಮುನಿಲಕ್ಷ್ಮಯ್ಯ, ಸಮಾಜ ಕಲ್ಯಾಣ ಇಲಾಖೆ ಸಹಾಯಕ ನಿರ್ದೇಶಕ ಎಸ್. ರಾಜೇಶ್, ನರೇಶ್, ಪಿಎಸ್‌ಐ ಜಯರಾಮ್, ಅಂಬೇಡ್ಕರ್ ಅಭಿಮಾನಿಗಳು, ಅಧಿಕಾರಿಗಳು ಭಾಗವಹಿಸಿದ್ದರು. bbox=[454, 936, 667, 993]
section-divider bbox=[815, 1555, 1452, 1557]
suddi-meluku-box bbox=[818, 93, 1452, 1097]
story3-dateline: ಮಾಲೂರು, ಡಿ.೬: bbox=[134, 1204, 203, 1217]
ad-kolar-address: ಕೋಲಾರ : ನಂ. 1740, ಬ್ರಾಹ್ಮಣರ ಬೀದಿ, ಕೆ.ಎಸ್.ಆರ್.ಟಿ.ಸಿ. ಬಸ್‌ಸ್ಟ್ಯಾಂಡ್ ಹತ್ತಿರ bbox=[164, 2140, 443, 2152]
ambedkar-ceremony-photo bbox=[335, 705, 808, 928]
paper-details: Kannada Daily, Kolar RNI 27430/75 Reg.No.KA/SK/KLR-388/2024-26 bbox=[435, 55, 1050, 78]
headline-line: ಅವರ ಮಹಾಪರಿನಿರ್ವಾಣ ದಿನಾಚರಣೆ bbox=[1180, 1595, 1413, 1617]
old-photo-caption: ಕೋಲಾರ ಜಿಲ್ಲೆಯಲ್ಲಿ ದೀಪ ಬೆಳಗಿಸಿದ ನಾಗರಿಕರು bbox=[902, 604, 1044, 614]
trip-bus: ವಿಮಾನ2+2A/c ಬಸ್ಸಿನಲ್ಲಿ ಇಬ್ಬರಿಗೆ 1 ಎಸಿರೂಂ ವಸತಿ ಸಹಿತ bbox=[172, 1672, 434, 1687]
trip-date: 25-1-2026ರಿಂದ 4 ದಿನಗಳ ಪ್ರವಾಸ bbox=[140, 1710, 467, 1728]
suddi-meluku-title: ಸುದ್ದಿ ಮೆಲುಕು bbox=[833, 98, 1256, 203]
